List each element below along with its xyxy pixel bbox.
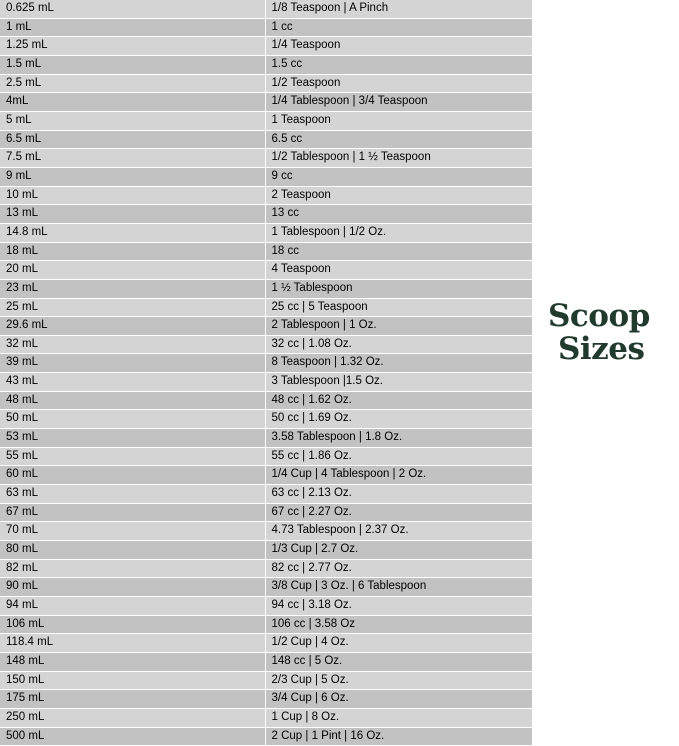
cell-equivalent: 1/4 Tablespoon | 3/4 Teaspoon [265,93,532,112]
cell-volume: 150 mL [0,671,265,690]
cell-equivalent: 50 cc | 1.69 Oz. [265,410,532,429]
cell-volume: 48 mL [0,391,265,410]
table-row [0,373,532,392]
cell-volume: 13 mL [0,205,265,224]
cell-volume: 82 mL [0,559,265,578]
cell-volume: 4mL [0,93,265,112]
table-row [0,205,532,224]
cell-equivalent: 4.73 Tablespoon | 2.37 Oz. [265,522,532,541]
cell-volume: 50 mL [0,410,265,429]
table-row [0,223,532,242]
cell-volume: 94 mL [0,597,265,616]
cell-equivalent: 1/3 Cup | 2.7 Oz. [265,541,532,560]
table-row [0,317,532,336]
table-row [0,279,532,298]
page-title [548,300,679,366]
cell-equivalent: 32 cc | 1.08 Oz. [265,335,532,354]
cell-equivalent: 1 ½ Tablespoon [265,279,532,298]
cell-equivalent: 1 Cup | 8 Oz. [265,708,532,727]
cell-volume: 63 mL [0,485,265,504]
cell-volume: 1.5 mL [0,55,265,74]
table-row [0,111,532,130]
cell-equivalent: 1/2 Tablespoon | 1 ½ Teaspoon [265,149,532,168]
cell-volume: 67 mL [0,503,265,522]
table-row [0,708,532,727]
cell-equivalent: 1 cc [265,18,532,37]
cell-equivalent: 2 Teaspoon [265,186,532,205]
table-row [0,410,532,429]
table-row [0,522,532,541]
table-row [0,671,532,690]
cell-equivalent: 8 Teaspoon | 1.32 Oz. [265,354,532,373]
cell-volume: 2.5 mL [0,74,265,93]
page-title-line-2: Sizes [558,331,645,367]
cell-volume: 32 mL [0,335,265,354]
cell-equivalent: 67 cc | 2.27 Oz. [265,503,532,522]
cell-volume: 7.5 mL [0,149,265,168]
table-row [0,0,532,18]
cell-equivalent: 55 cc | 1.86 Oz. [265,447,532,466]
cell-equivalent: 63 cc | 2.13 Oz. [265,485,532,504]
cell-equivalent: 1 Tablespoon | 1/2 Oz. [265,223,532,242]
cell-volume: 500 mL [0,727,265,746]
cell-equivalent: 18 cc [265,242,532,261]
cell-volume: 70 mL [0,522,265,541]
cell-equivalent: 1/4 Cup | 4 Tablespoon | 2 Oz. [265,466,532,485]
cell-equivalent: 2/3 Cup | 5 Oz. [265,671,532,690]
cell-volume: 29.6 mL [0,317,265,336]
table-row [0,690,532,709]
cell-equivalent: 3/4 Cup | 6 Oz. [265,690,532,709]
cell-equivalent: 13 cc [265,205,532,224]
table-row [0,466,532,485]
cell-equivalent: 2 Cup | 1 Pint | 16 Oz. [265,727,532,746]
table-row [0,261,532,280]
cell-equivalent: 4 Teaspoon [265,261,532,280]
table-row [0,167,532,186]
table-row [0,335,532,354]
table-row [0,186,532,205]
cell-equivalent: 106 cc | 3.58 Oz [265,615,532,634]
page-title-line-1: Scoop [548,298,650,334]
cell-equivalent: 1/2 Teaspoon [265,74,532,93]
table-row [0,149,532,168]
table-row [0,652,532,671]
cell-volume: 10 mL [0,186,265,205]
table-row [0,578,532,597]
table-row [0,391,532,410]
table-row [0,354,532,373]
cell-equivalent: 3/8 Cup | 3 Oz. | 6 Tablespoon [265,578,532,597]
table-row [0,298,532,317]
cell-equivalent: 148 cc | 5 Oz. [265,652,532,671]
cell-volume: 118.4 mL [0,634,265,653]
cell-equivalent: 2 Tablespoon | 1 Oz. [265,317,532,336]
cell-volume: 80 mL [0,541,265,560]
table-row [0,130,532,149]
cell-volume: 1.25 mL [0,37,265,56]
table-row [0,242,532,261]
cell-equivalent: 1/8 Teaspoon | A Pinch [265,0,532,18]
cell-volume: 39 mL [0,354,265,373]
cell-volume: 23 mL [0,279,265,298]
cell-volume: 250 mL [0,708,265,727]
table-row [0,503,532,522]
table-row [0,447,532,466]
table-row [0,74,532,93]
cell-equivalent: 6.5 cc [265,130,532,149]
cell-equivalent: 82 cc | 2.77 Oz. [265,559,532,578]
cell-equivalent: 94 cc | 3.18 Oz. [265,597,532,616]
cell-equivalent: 1/4 Teaspoon [265,37,532,56]
cell-volume: 60 mL [0,466,265,485]
table-row [0,37,532,56]
table-row [0,634,532,653]
table-row [0,485,532,504]
table-row [0,18,532,37]
cell-volume: 148 mL [0,652,265,671]
cell-volume: 1 mL [0,18,265,37]
cell-volume: 175 mL [0,690,265,709]
table-row [0,597,532,616]
table-row [0,559,532,578]
cell-volume: 55 mL [0,447,265,466]
cell-equivalent: 1 Teaspoon [265,111,532,130]
cell-equivalent: 3.58 Tablespoon | 1.8 Oz. [265,429,532,448]
cell-volume: 90 mL [0,578,265,597]
table-row [0,429,532,448]
cell-volume: 0.625 mL [0,0,265,18]
table-row [0,615,532,634]
cell-equivalent: 3 Tablespoon |1.5 Oz. [265,373,532,392]
cell-volume: 53 mL [0,429,265,448]
cell-volume: 5 mL [0,111,265,130]
cell-volume: 106 mL [0,615,265,634]
table-row [0,541,532,560]
cell-equivalent: 1/2 Cup | 4 Oz. [265,634,532,653]
table-row [0,55,532,74]
cell-volume: 6.5 mL [0,130,265,149]
cell-volume: 25 mL [0,298,265,317]
cell-equivalent: 48 cc | 1.62 Oz. [265,391,532,410]
cell-volume: 43 mL [0,373,265,392]
cell-equivalent: 1.5 cc [265,55,532,74]
cell-volume: 9 mL [0,167,265,186]
cell-equivalent: 9 cc [265,167,532,186]
table-row [0,727,532,746]
cell-volume: 14.8 mL [0,223,265,242]
table-row [0,93,532,112]
cell-volume: 20 mL [0,261,265,280]
cell-equivalent: 25 cc | 5 Teaspoon [265,298,532,317]
cell-volume: 18 mL [0,242,265,261]
